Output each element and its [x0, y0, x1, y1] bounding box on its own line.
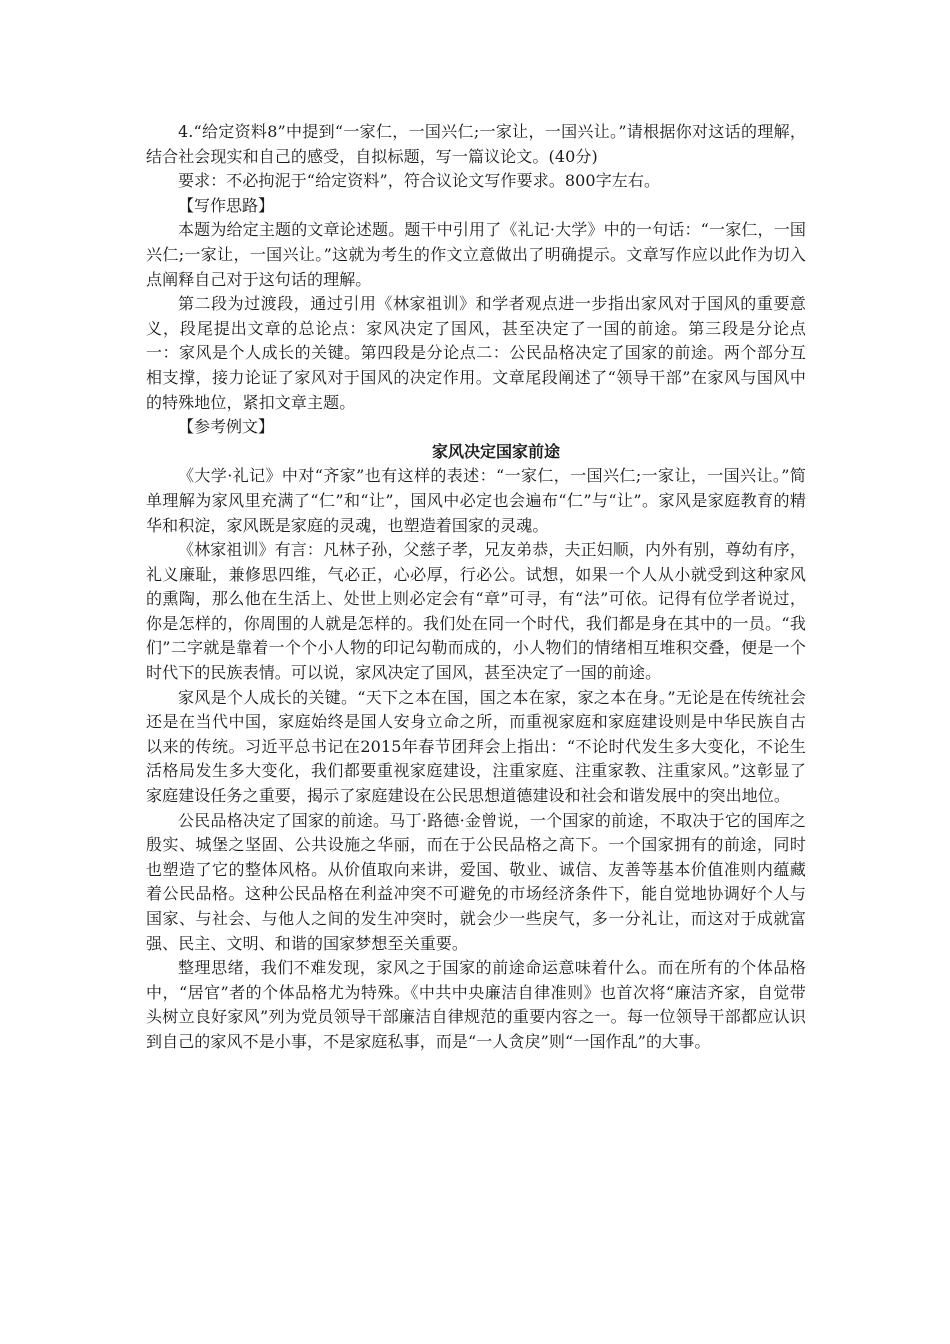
- sample-essay-heading: 【参考例文】: [178, 417, 275, 437]
- writing-approach-heading: 【写作思路】: [178, 195, 275, 215]
- question-prompt: 4.“给定资料8”中提到“一家仁，一国兴仁;一家让，一国兴让。”请根据你对这话的理解，结合社会现实和自己的感受，自拟标题，写一篇议论文。(40分): [146, 122, 806, 166]
- essay-paragraph: 《林家祖训》有言：凡林子孙，父慈子孝，兄友弟恭，夫正妇顺，内外有别，尊幼有序，礼义廉耻，兼修思四维，气必正，心必厚，行必公。试想，如果一个人从小就受到这种家风的熏陶，那么他在生活上、处世上则必定会有“章”可寻，有“法”可依。记得有位学者说过，你是怎样的，你周围的人就是怎样的。我们处在同一个时代，我们都是身在其中的一员。“我们”二字就是靠着一个个小人物的印记勾勒而成的，小人物们的情绪相互堆积交叠，便是一个时代下的民族表情。可以说，家风决定了国风，甚至决定了一国的前途。: [146, 540, 806, 683]
- essay-title: 家风决定国家前途: [431, 441, 560, 461]
- essay-paragraph: 《大学·礼记》中对“齐家”也有这样的表述：“一家仁，一国兴仁;一家让，一国兴让。”简单理解为家风里充满了“仁”和“让”，国风中必定也会遍布“仁”与“让”。家风是家庭教育的精华和积淀，家风既是家庭的灵魂，也塑造着国家的灵魂。: [146, 466, 806, 535]
- essay-paragraph: 公民品格决定了国家的前途。马丁·路德·金曾说，一个国家的前途，不取决于它的国库之殷实、城堡之坚固、公共设施之华丽，而在于公民品格之高下。一个国家拥有的前途，同时也塑造了它的整体风格。从价值取向来讲，爱国、敬业、诚信、友善等基本价值准则内蕴藏着公民品格。这种公民品格在利益冲突不可避免的市场经济条件下，能自觉地协调好个人与国家、与社会、与他人之间的发生冲突时，就会少一些戾气，多一分礼让，而这对于成就富强、民主、文明、和谐的国家梦想至关重要。: [146, 810, 806, 953]
- question-requirement: 要求：不必拘泥于“给定资料”，符合议论文写作要求。800字左右。: [178, 171, 661, 191]
- essay-paragraph: 家风是个人成长的关键。“天下之本在国，国之本在家，家之本在身。”无论是在传统社会还是在当代中国，家庭始终是国人安身立命之所，而重视家庭和家庭建设则是中华民族自古以来的传统。习近平总书记在2015年春节团拜会上指出：“不论时代发生多大变化，不论生活格局发生多大变化，我们都要重视家庭建设，注重家庭、注重家教、注重家风。”这彰显了家庭建设任务之重要，揭示了家庭建设在公民思想道德建设和社会和谐发展中的突出地位。: [146, 687, 806, 806]
- writing-approach-paragraph: 本题为给定主题的文章论述题。题干中引用了《礼记·大学》中的一句话：“一家仁，一国兴仁;一家让，一国兴让。”这就为考生的作文立意做出了明确提示。文章写作应以此作为切入点阐释自己对于这句话的理解。: [146, 220, 806, 289]
- writing-approach-paragraph: 第二段为过渡段，通过引用《林家祖训》和学者观点进一步指出家风对于国风的重要意义，段尾提出文章的总论点：家风决定了国风，甚至决定了一国的前途。第三段是分论点一：家风是个人成长的关键。第四段是分论点二：公民品格决定了国家的前途。两个部分互相支撑，接力论证了家风对于国风的决定作用。文章尾段阐述了“领导干部”在家风与国风中的特殊地位，紧扣文章主题。: [146, 294, 806, 412]
- document-page: [146, 120, 806, 1055]
- essay-paragraph: 整理思绪，我们不难发现，家风之于国家的前途命运意味着什么。而在所有的个体品格中，“居官”者的个体品格尤为特殊。《中共中央廉洁自律准则》也首次将“廉洁齐家，自觉带头树立良好家风”列为党员领导干部廉洁自律规范的重要内容之一。每一位领导干部都应认识到自己的家风不是小事，不是家庭私事，而是“一人贪戾”则“一国作乱”的大事。: [146, 958, 806, 1051]
